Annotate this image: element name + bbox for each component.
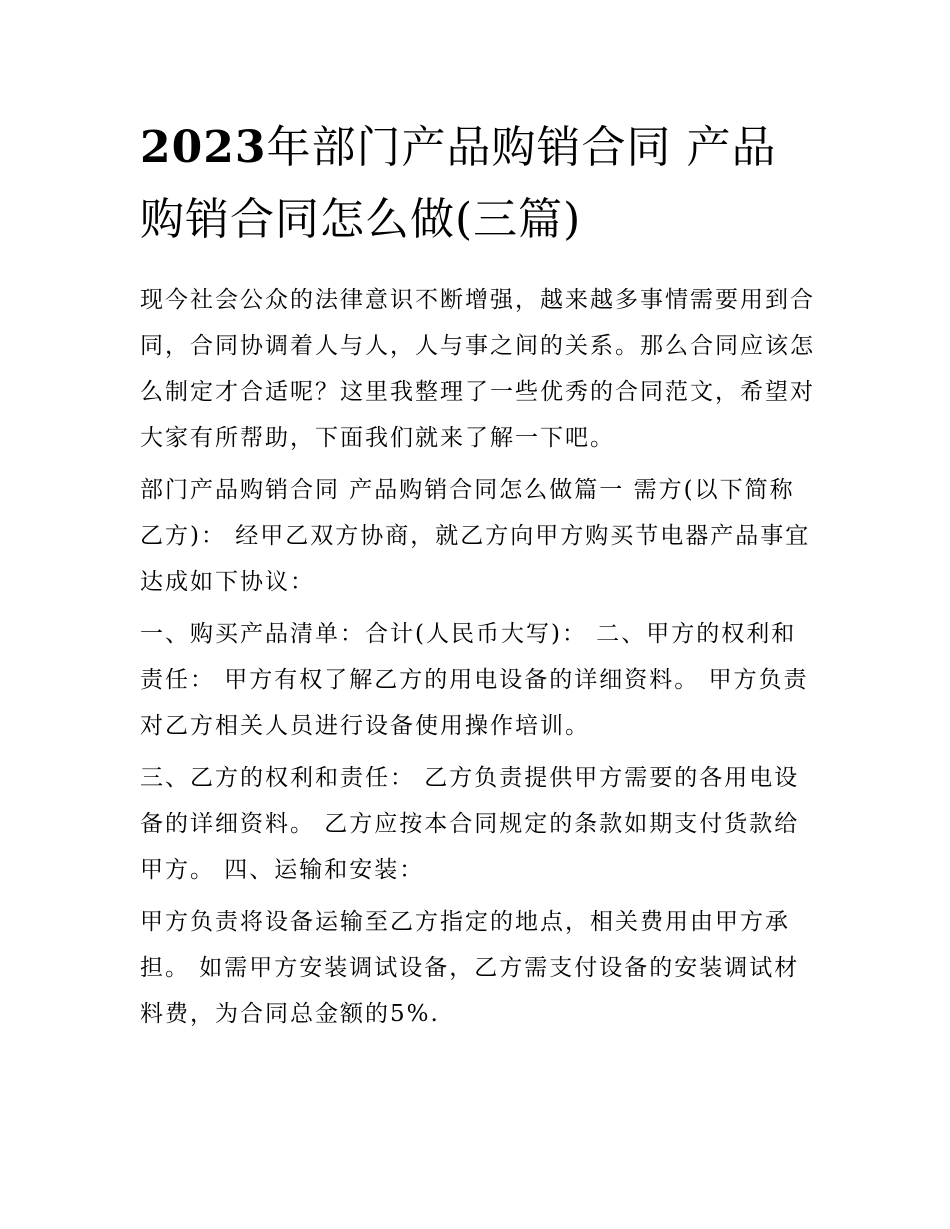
title-text: 年部门产品购销合同 产品购销合同怎么做(三篇) [140, 122, 777, 245]
paragraph-intro: 现今社会公众的法律意识不断增强，越来越多事情需要用到合同，合同协调着人与人，人与事之间的关系。那么合同应该怎么制定才合适呢？这里我整理了一些优秀的合同范文，希望对大家有所帮助，下面我们就来了解一下吧。 [140, 287, 815, 451]
paragraph-transport: 甲方负责将设备运输至乙方指定的地点，相关费用由甲方承担。 如需甲方安装调试设备，乙方需支付设备的安装调试材料费，为合同总金额的5%. [140, 909, 800, 1027]
document-title [140, 112, 820, 256]
document-body [140, 277, 815, 1043]
paragraph-contract-header: 部门产品购销合同 产品购销合同怎么做篇一 需方(以下简称乙方)： 经甲乙双方协商，就乙方向甲方购买节电器产品事宜达成如下协议： [140, 477, 811, 595]
title-year: 2023 [140, 122, 267, 173]
paragraph-clause-1-2: 一、购买产品清单：合计(人民币大写)： 二、甲方的权利和责任： 甲方有权了解乙方的用电设备的详细资料。 甲方负责对乙方相关人员进行设备使用操作培训。 [140, 621, 809, 739]
paragraph-clause-3-4: 三、乙方的权利和责任： 乙方负责提供甲方需要的各用电设备的详细资料。 乙方应按本合同规定的条款如期支付货款给甲方。 四、运输和安装： [140, 765, 800, 883]
